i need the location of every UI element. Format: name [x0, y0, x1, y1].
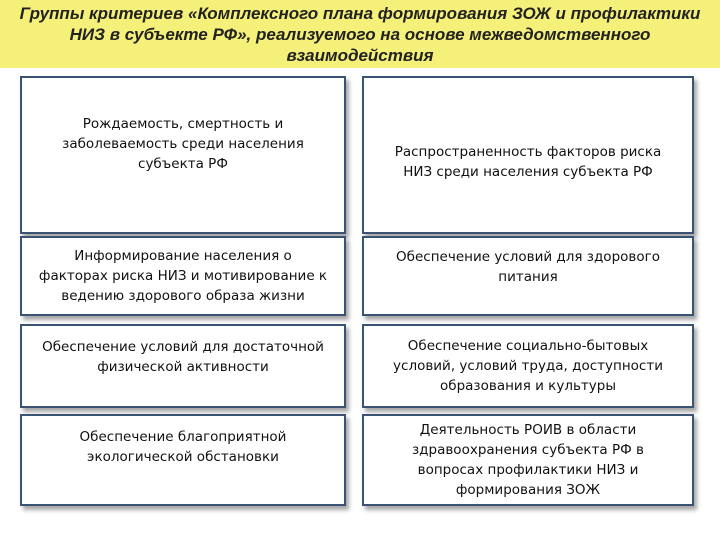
criterion-text: Информирование населения о факторах риска НИЗ и мотивирование к ведению здорового образа жизни [38, 248, 328, 304]
criterion-text: Обеспечение условий для достаточной физической активности [42, 339, 324, 375]
criterion-text: Обеспечение благоприятной экологической обстановки [79, 429, 287, 465]
criterion-card-ecology [20, 414, 346, 506]
criterion-card-physical-activity [20, 324, 346, 408]
criterion-card-informing [20, 236, 346, 316]
criterion-card-birth-mortality [20, 76, 346, 234]
criterion-text: Распространенность факторов риска НИЗ среди населения субъекта РФ [394, 144, 662, 180]
criterion-card-roiv-activity [362, 414, 694, 506]
criterion-text: Рождаемость, смертность и заболеваемость среди населения субъекта РФ [62, 116, 304, 172]
title-banner [0, 0, 720, 68]
criterion-text: Деятельность РОИВ в области здравоохранения субъекта РФ в вопросах профилактики НИЗ и формирования ЗОЖ [412, 422, 644, 498]
page-title: Группы критериев «Комплексного плана формирования ЗОЖ и профилактики НИЗ в субъекте РФ», реализуемого на основе межведомственного взаимодействия [19, 3, 701, 65]
criterion-card-social-conditions [362, 324, 694, 408]
criterion-card-risk-factors [362, 76, 694, 234]
criterion-card-nutrition [362, 236, 694, 316]
criterion-text: Обеспечение условий для здорового питания [396, 249, 660, 285]
criterion-text: Обеспечение социально-бытовых условий, условий труда, доступности образования и культуры [393, 338, 663, 394]
